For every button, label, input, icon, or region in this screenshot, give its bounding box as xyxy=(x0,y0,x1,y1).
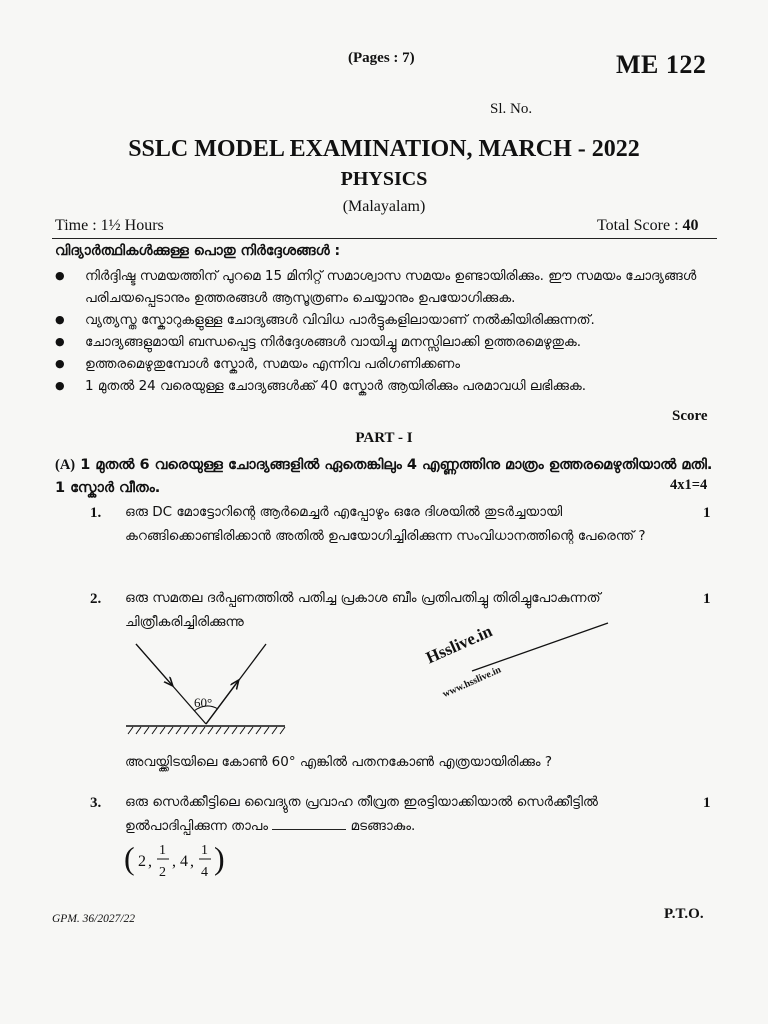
option-numerator: 1 xyxy=(159,843,166,858)
bullet-icon: ● xyxy=(55,313,65,326)
svg-text:,: , xyxy=(190,853,194,870)
subject-title: PHYSICS xyxy=(340,168,428,190)
section-a-instruction xyxy=(55,454,715,500)
answer-blank xyxy=(272,829,346,830)
question-number: 1. xyxy=(90,505,102,521)
reflection-diagram xyxy=(120,638,290,738)
part-title: PART - I xyxy=(355,430,413,446)
option-denominator: 2 xyxy=(159,865,166,880)
serial-number-label: Sl. No. xyxy=(490,101,533,117)
bullet-icon: ● xyxy=(55,379,65,392)
instruction-item: ● വ്യത്യസ്ത സ്കോറുകളുള്ള ചോദ്യങ്ങൾ വിവിധ പാർട്ടുകളിലായാണ് നൽകിയിരിക്കുന്നത്. xyxy=(55,309,717,331)
question-text: ഒരു സമതല ദർപ്പണത്തിൽ പതിച്ച പ്രകാശ ബീം പ്രതിപതിച്ചു തിരിച്ചുപോകുന്നത് ചിത്രീകരിച്ചിരിക്കുന്നു xyxy=(125,590,601,630)
question-score: 1 xyxy=(703,795,711,811)
bullet-icon: ● xyxy=(55,357,65,370)
incident-ray-arrow xyxy=(136,644,172,685)
instruction-item: ● ചോദ്യങ്ങളുമായി ബന്ധപ്പെട്ട നിർദ്ദേശങ്ങൾ വായിച്ചു മനസ്സിലാക്കി ഉത്തരമെഴുതുക. xyxy=(55,331,717,353)
question-score: 1 xyxy=(703,505,711,521)
question-score: 1 xyxy=(703,591,711,607)
total-score-label: Total Score : xyxy=(597,217,683,234)
option-denominator: 4 xyxy=(201,865,208,880)
watermark-underline xyxy=(470,615,615,675)
svg-text:,: , xyxy=(148,853,152,870)
bullet-icon: ● xyxy=(55,269,65,282)
open-paren: ( xyxy=(124,840,135,876)
close-paren: ) xyxy=(214,840,225,876)
question-followup: അവയ്ക്കിടയിലെ കോൺ 60° എങ്കിൽ പതനകോൺ എത്രയായിരിക്കും ? xyxy=(125,754,553,770)
instruction-item: ● ഉത്തരമെഴുതുമ്പോൾ സ്കോർ, സമയം എന്നിവ പരിഗണിക്കണം xyxy=(55,353,717,375)
page-turn-label: P.T.O. xyxy=(664,906,704,922)
instructions-list xyxy=(55,265,717,397)
section-a-label: (A) xyxy=(55,457,76,473)
option: 2 xyxy=(138,853,146,870)
total-score xyxy=(597,217,699,235)
paper-code: ME 122 xyxy=(616,50,707,79)
option-numerator: 1 xyxy=(201,843,208,858)
option: 4 xyxy=(180,853,188,870)
header-divider xyxy=(52,238,717,239)
watermark-logo: Hsslive.in xyxy=(423,621,496,668)
svg-text:,: , xyxy=(172,853,176,870)
instruction-item: ● 1 മുതൽ 24 വരെയുള്ള ചോദ്യങ്ങൾക്ക് 40 സ്കോർ ആയിരിക്കും പരമാവധി ലഭിക്കുക. xyxy=(55,375,717,397)
exam-title: SSLC MODEL EXAMINATION, MARCH - 2022 xyxy=(128,136,640,162)
watermark-url: www.hsslive.in xyxy=(441,664,503,701)
answer-options xyxy=(124,838,234,882)
instruction-item: ● നിർദ്ദിഷ്ട സമയത്തിന് പുറമെ 15 മിനിറ്റ് സമാശ്വാസ സമയം ഉണ്ടായിരിക്കും. ഈ സമയം ചോദ്യങ്ങൾ പരിചയപ്പെടാനും ഉത്തരങ്ങൾ ആസൂത്രണം ചെയ്യാനും ഉപയോഗിക്കുക. xyxy=(55,265,717,309)
pages-count: (Pages : 7) xyxy=(348,50,415,66)
mirror-hatching xyxy=(128,727,285,734)
total-score-value: 40 xyxy=(682,217,699,234)
instructions-heading: വിദ്യാർത്ഥികൾക്കുള്ള പൊതു നിർദ്ദേശങ്ങൾ : xyxy=(55,243,341,259)
question-number: 3. xyxy=(90,795,102,811)
question-text: ഒരു സെർക്കീട്ടിലെ വൈദ്യുത പ്രവാഹ തീവ്രത ഇരട്ടിയാക്കിയാൽ സെർക്കീട്ടിൽ ഉൽപാദിപ്പിക്കുന്ന താപം മടങ്ങാകും. xyxy=(125,794,598,834)
score-column-label: Score xyxy=(672,408,708,424)
question-text: ഒരു DC മോട്ടോറിന്റെ ആർമെച്ചർ എപ്പോഴും ഒരേ ദിശയിൽ തുടർച്ചയായി കറങ്ങിക്കൊണ്ടിരിക്കാൻ അതിൽ ഉപയോഗിച്ചിരിക്കുന്ന സംവിധാനത്തിന്റെ പേരെന്ത് ? xyxy=(125,504,646,544)
section-a-marks: 4x1=4 xyxy=(670,477,708,493)
question-number: 2. xyxy=(90,591,102,607)
section-a-text: 1 മുതൽ 6 വരെയുള്ള ചോദ്യങ്ങളിൽ ഏതെങ്കിലും 4 എണ്ണത്തിനു മാത്രം ഉത്തരമെഴുതിയാൽ മതി. 1 സ്കോർ വീതം. xyxy=(55,457,713,496)
footer-code: GPM. 36/2027/22 xyxy=(52,913,136,925)
angle-label: 60° xyxy=(194,695,213,710)
bullet-icon: ● xyxy=(55,335,65,348)
time-label: Time : 1½ Hours xyxy=(55,217,164,234)
medium-label: (Malayalam) xyxy=(342,198,426,215)
